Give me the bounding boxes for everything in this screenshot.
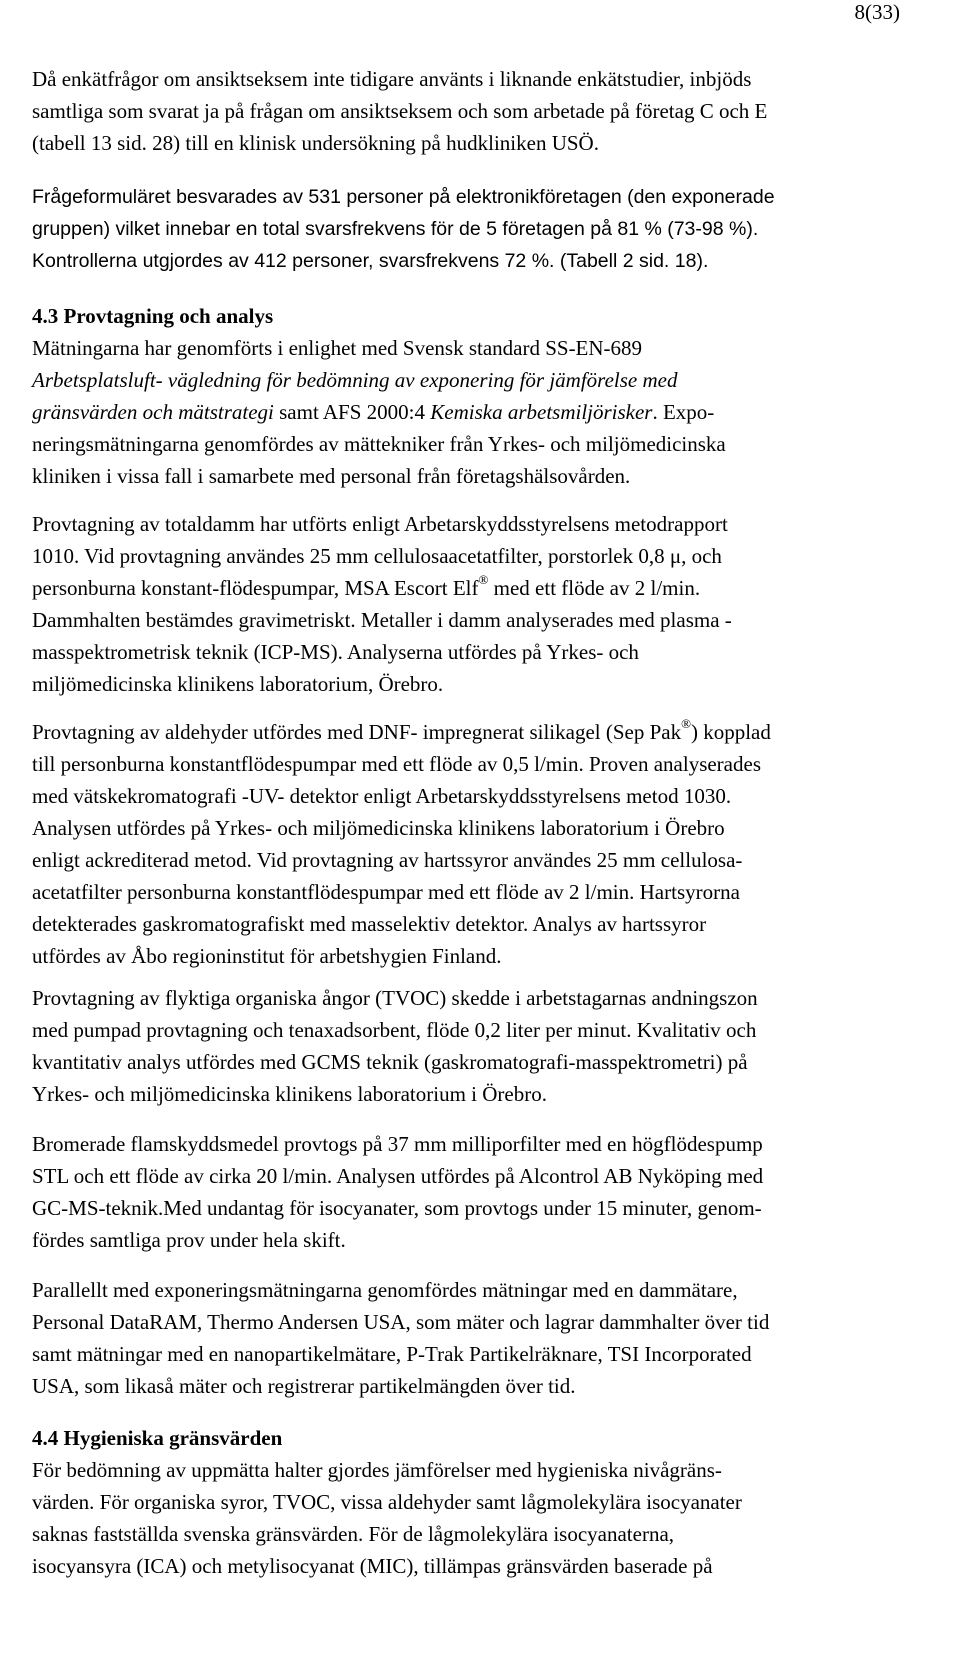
text-line: miljömedicinska klinikens laboratorium, Örebro. [32, 672, 444, 696]
paragraph-parallel-measurements [32, 1274, 912, 1402]
text-line: isocyansyra (ICA) och metylisocyanat (MIC), tillämpas gränsvärden baserade på [32, 1554, 713, 1578]
paragraph-tvoc [32, 982, 912, 1110]
paragraph-aldehydes [32, 716, 912, 972]
text-line: GC-MS-teknik.Med undantag för isocyanater, som provtogs under 15 minuter, genom- [32, 1196, 762, 1220]
text-line: Analysen utfördes på Yrkes- och miljömedicinska klinikens laboratorium i Örebro [32, 816, 725, 840]
text-line: Bromerade flamskyddsmedel provtogs på 37 mm milliporfilter med en högflödespump [32, 1132, 763, 1156]
text-line: Då enkätfrågor om ansiktseksem inte tidigare använts i liknande enkätstudier, inbjöds [32, 67, 752, 91]
section-4-4 [32, 1422, 912, 1582]
text-line: För bedömning av uppmätta halter gjordes jämförelser med hygieniska nivågräns- [32, 1458, 722, 1482]
text-line: utfördes av Åbo regioninstitut för arbetshygien Finland. [32, 944, 502, 968]
text-line: gruppen) vilket innebar en total svarsfrekvens för de 5 företagen på 81 % (73-98 %). [32, 218, 759, 240]
text-line: Dammhalten bestämdes gravimetriskt. Metaller i damm analyserades med plasma - [32, 608, 732, 632]
text-line: enligt ackrediterad metod. Vid provtagning av hartssyror användes 25 mm cellulosa- [32, 848, 743, 872]
text-line: 1010. Vid provtagning användes 25 mm cellulosaacetatfilter, porstorlek 0,8 μ, och [32, 544, 722, 568]
text-line: kliniken i vissa fall i samarbete med personal från företagshälsovården. [32, 464, 631, 488]
text-line: STL och ett flöde av cirka 20 l/min. Analysen utfördes på Alcontrol AB Nyköping med [32, 1164, 764, 1188]
registered-mark: ® [681, 716, 691, 731]
section-heading: 4.3 Provtagning och analys [32, 304, 274, 328]
text-span: personburna konstant-flödespumpar, MSA Escort Elf [32, 576, 479, 600]
paragraph-flame-retardants [32, 1128, 912, 1256]
text-line: Mätningarna har genomförts i enlighet med Svensk standard SS-EN-689 [32, 336, 643, 360]
text-line [32, 716, 912, 748]
page-number: 8(33) [854, 0, 900, 24]
text-line: samtliga som svarat ja på frågan om ansiktseksem och som arbetade på företag C och E [32, 99, 768, 123]
text-line: kvantitativ analys utfördes med GCMS teknik (gaskromatografi-masspektrometri) på [32, 1050, 748, 1074]
text-line: fördes samtliga prov under hela skift. [32, 1228, 346, 1252]
text-line [32, 396, 912, 428]
text-line: med vätskekromatografi -UV- detektor enligt Arbetarskyddsstyrelsens metod 1030. [32, 784, 732, 808]
text-line: värden. För organiska syror, TVOC, vissa aldehyder samt lågmolekylära isocyanater [32, 1490, 742, 1514]
section-heading: 4.4 Hygieniska gränsvärden [32, 1426, 283, 1450]
italic-text: Kemiska arbetsmiljörisker [430, 400, 653, 424]
registered-mark: ® [478, 572, 489, 587]
text-line: Provtagning av flyktiga organiska ångor (TVOC) skedde i arbetstagarnas andningszon [32, 986, 758, 1010]
italic-text: gränsvärden och mätstrategi [32, 400, 274, 424]
paragraph-total-dust [32, 508, 912, 700]
text-line [32, 572, 912, 604]
text-line: Frågeformuläret besvarades av 531 personer på elektronikföretagen (den exponerade [32, 186, 775, 208]
text-line: Kontrollerna utgjordes av 412 personer, svarsfrekvens 72 %. (Tabell 2 sid. 18). [32, 250, 709, 272]
text-span: . Expo- [652, 400, 715, 424]
text-line: Personal DataRAM, Thermo Andersen USA, som mäter och lagrar dammhalter över tid [32, 1310, 770, 1334]
text-line: med pumpad provtagning och tenaxadsorbent, flöde 0,2 liter per minut. Kvalitativ och [32, 1018, 757, 1042]
text-line: Parallellt med exponeringsmätningarna genomfördes mätningar med en dammätare, [32, 1278, 738, 1302]
text-span: samt AFS 2000:4 [273, 400, 431, 424]
section-4-3 [32, 300, 912, 492]
text-span: ) kopplad [690, 720, 771, 744]
text-line: saknas fastställda svenska gränsvärden. För de lågmolekylära isocyanaterna, [32, 1522, 675, 1546]
text-line: Yrkes- och miljömedicinska klinikens laboratorium i Örebro. [32, 1082, 547, 1106]
text-line: (tabell 13 sid. 28) till en klinisk undersökning på hudkliniken USÖ. [32, 131, 599, 155]
text-line: neringsmätningarna genomfördes av mättekniker från Yrkes- och miljömedicinska [32, 432, 726, 456]
text-line: detekterades gaskromatografiskt med masselektiv detektor. Analys av hartssyror [32, 912, 707, 936]
text-line: acetatfilter personburna konstantflödespumpar med ett flöde av 2 l/min. Hartsyrorna [32, 880, 740, 904]
text-line: Arbetsplatsluft- vägledning för bedömning av exponering för jämförelse med [32, 368, 678, 392]
text-line: USA, som likaså mäter och registrerar partikelmängden över tid. [32, 1374, 576, 1398]
text-line: till personburna konstantflödespumpar med ett flöde av 0,5 l/min. Proven analyserades [32, 752, 761, 776]
text-line: Provtagning av totaldamm har utförts enligt Arbetarskyddsstyrelsens metodrapport [32, 512, 728, 536]
text-span: Provtagning av aldehyder utfördes med DNF- impregnerat silikagel (Sep Pak [32, 720, 682, 744]
paragraph-questionnaire-response [32, 181, 912, 277]
text-span: med ett flöde av 2 l/min. [488, 576, 701, 600]
text-line: masspektrometrisk teknik (ICP-MS). Analyserna utfördes på Yrkes- och [32, 640, 639, 664]
paragraph-facial-eczema [32, 63, 912, 159]
text-line: samt mätningar med en nanopartikelmätare, P-Trak Partikelräknare, TSI Incorporated [32, 1342, 752, 1366]
